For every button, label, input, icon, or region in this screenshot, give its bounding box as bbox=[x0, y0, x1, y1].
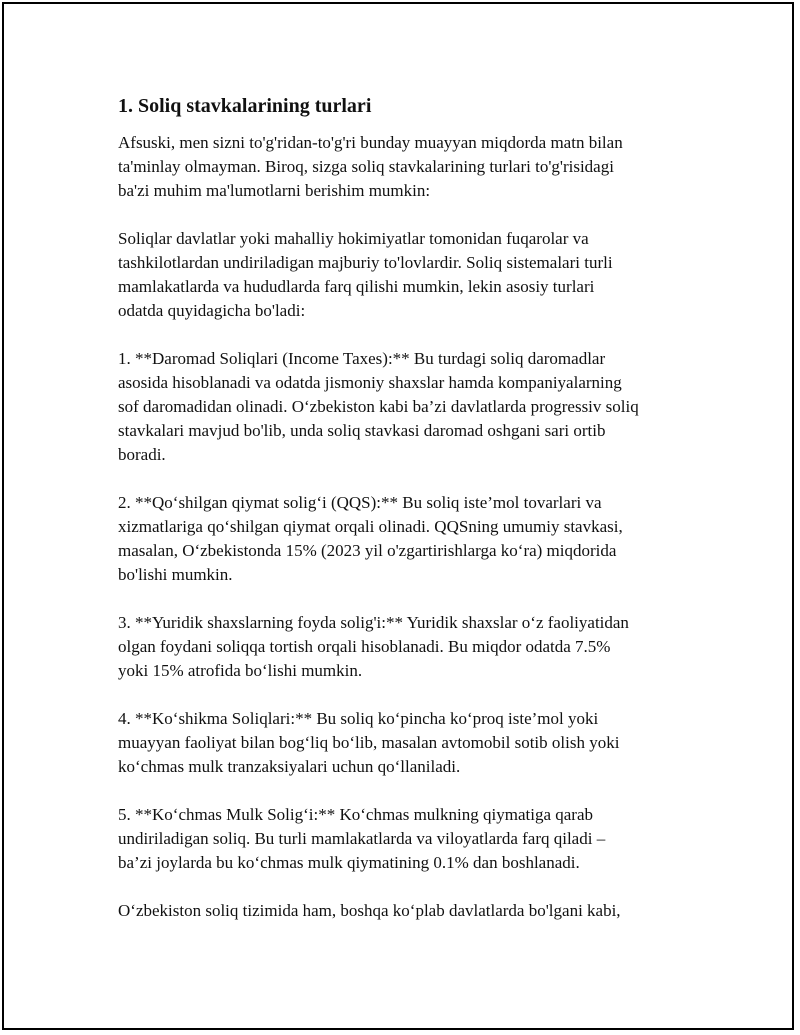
document-body bbox=[118, 94, 698, 947]
paragraph-property-tax: 5. **Ko‘chmas Mulk Solig‘i:** Ko‘chmas mulkning qiymatiga qarab undiriladigan soliq. Bu turli mamlakatlarda va viloyatlarda farq qiladi – ba’zi joylarda bu ko‘chmas mulk qiymatining 0.1% dan boshlanadi. bbox=[118, 805, 606, 872]
paragraph-closing: O‘zbekiston soliq tizimida ham, boshqa ko‘plab davlatlarda bo'lgani kabi, bbox=[118, 901, 621, 920]
paragraph-overview: Soliqlar davlatlar yoki mahalliy hokimiyatlar tomonidan fuqarolar va tashkilotlardan undiriladigan majburiy to'lovlardir. Soliq sistemalari turli mamlakatlarda va hududlarda farq qilishi mumkin, lekin asosiy turlari odatda quyidagicha bo'ladi: bbox=[118, 229, 613, 320]
paragraph-excise-tax: 4. **Ko‘shikma Soliqlari:** Bu soliq ko‘pincha ko‘proq iste’mol yoki muayyan faoliyat bilan bog‘liq bo‘lib, masalan avtomobil sotib olish yoki ko‘chmas mulk tranzaksiyalari uchun qo‘llaniladi. bbox=[118, 709, 620, 776]
paragraph-income-tax: 1. **Daromad Soliqlari (Income Taxes):** Bu turdagi soliq daromadlar asosida hisoblanadi va odatda jismoniy shaxslar hamda kompaniyalarning sof daromadidan olinadi. O‘zbekiston kabi ba’zi davlatlarda progressiv soliq stavkalari mavjud bo'lib, unda soliq stavkasi daromad oshgani sari ortib boradi. bbox=[118, 349, 639, 464]
paragraph-vat: 2. **Qo‘shilgan qiymat solig‘i (QQS):** Bu soliq iste’mol tovarlari va xizmatlariga qo‘shilgan qiymat orqali olinadi. QQSning umumiy stavkasi, masalan, O‘zbekistonda 15% (2023 yil o'zgartirishlarga ko‘ra) miqdorida bo'lishi mumkin. bbox=[118, 493, 623, 584]
section-heading: 1. Soliq stavkalarining turlari bbox=[118, 95, 372, 117]
paragraph-corporate-tax: 3. **Yuridik shaxslarning foyda solig'i:** Yuridik shaxslar o‘z faoliyatidan olgan foydani soliqqa tortish orqali hisoblanadi. Bu miqdor odatda 7.5% yoki 15% atrofida bo‘lishi mumkin. bbox=[118, 613, 629, 680]
paragraph-intro: Afsuski, men sizni to'g'ridan-to'g'ri bunday muayyan miqdorda matn bilan ta'minlay olmayman. Biroq, sizga soliq stavkalarining turlari to'g'risidagi ba'zi muhim ma'lumotlarni berishim mumkin: bbox=[118, 133, 623, 200]
